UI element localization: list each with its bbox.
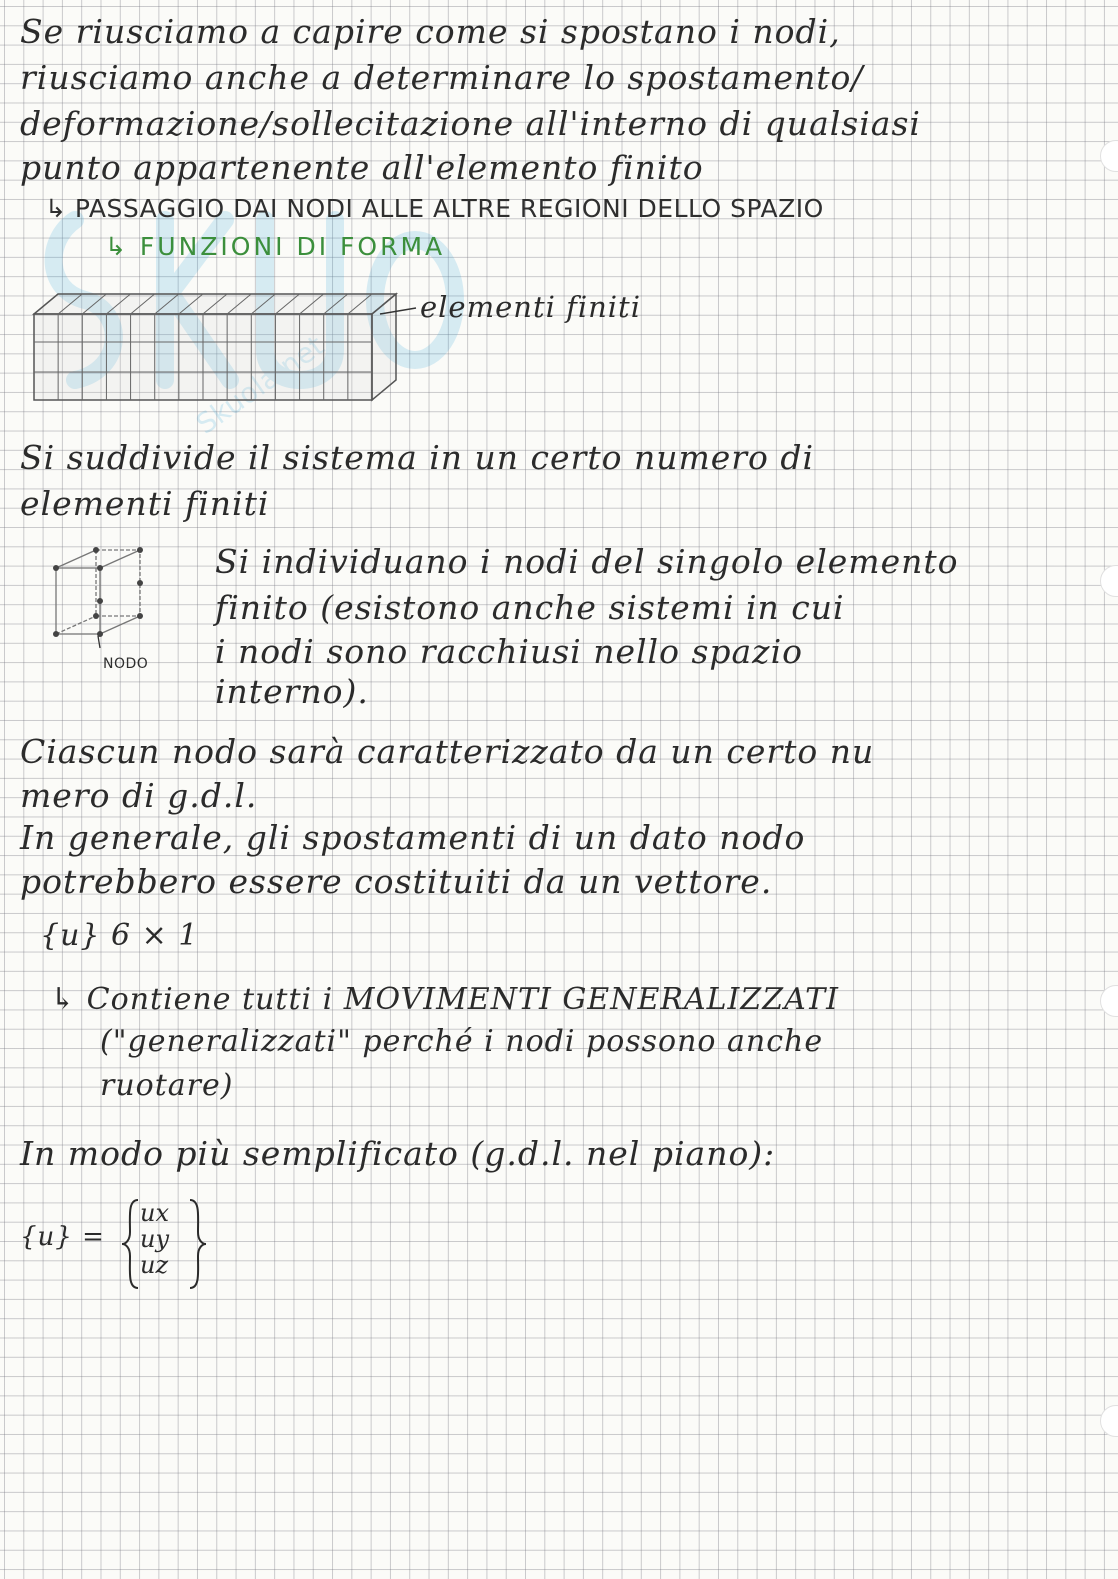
vector-component: uy: [140, 1225, 170, 1253]
label-leader-line: [378, 300, 418, 320]
binder-hole: [1100, 565, 1118, 597]
figure-label: elementi finiti: [420, 290, 641, 324]
vector-component: ux: [140, 1199, 169, 1227]
arrow-note: ↳ PASSAGGIO DAI NODI ALLE ALTRE REGIONI DELLO SPAZIO: [45, 194, 824, 223]
binder-hole: [1100, 1405, 1118, 1437]
note-line: elementi finiti: [20, 484, 270, 523]
binder-hole: [1100, 985, 1118, 1017]
note-line: Si individuano i nodi del singolo elemento: [215, 542, 959, 581]
vector-size-note: {u} 6 × 1: [40, 918, 199, 953]
arrow-note-highlight: ↳ FUNZIONI DI FORMA: [105, 232, 446, 261]
finite-elements-mesh-drawing: [30, 292, 400, 410]
binder-hole: [1100, 140, 1118, 172]
note-line: i nodi sono racchiusi nello spazio: [215, 632, 803, 671]
note-line: ruotare): [100, 1068, 234, 1103]
note-line: punto appartenente all'elemento finito: [20, 148, 704, 187]
note-line: ↳ Contiene tutti i MOVIMENTI GENERALIZZATI: [50, 982, 839, 1017]
left-brace: [118, 1196, 142, 1292]
note-line: ("generalizzati" perché i nodi possono anche: [100, 1024, 824, 1059]
equation-vector: [140, 1200, 169, 1278]
right-brace: [186, 1196, 210, 1292]
note-line: riusciamo anche a determinare lo spostamento/: [20, 58, 864, 97]
note-line: potrebbero essere costituiti da un vettore.: [20, 862, 773, 901]
note-line: Se riusciamo a capire come si spostano i nodi,: [20, 12, 841, 51]
note-line: finito (esistono anche sistemi in cui: [215, 588, 845, 627]
note-line: deformazione/sollecitazione all'interno di qualsiasi: [20, 104, 921, 143]
vector-component: uz: [140, 1251, 169, 1279]
note-line: interno).: [215, 672, 369, 711]
equation-lhs: {u} =: [20, 1222, 105, 1252]
note-line: In generale, gli spostamenti di un dato nodo: [20, 818, 806, 857]
note-line: Si suddivide il sistema in un certo numero di: [20, 438, 815, 477]
note-line: Ciascun nodo sarà caratterizzato da un certo nu: [20, 732, 875, 771]
node-label: NODO: [103, 656, 149, 672]
single-element-cube-drawing: [48, 540, 158, 650]
note-line: mero di g.d.l.: [20, 776, 258, 815]
note-line: In modo più semplificato (g.d.l. nel piano):: [20, 1134, 776, 1173]
